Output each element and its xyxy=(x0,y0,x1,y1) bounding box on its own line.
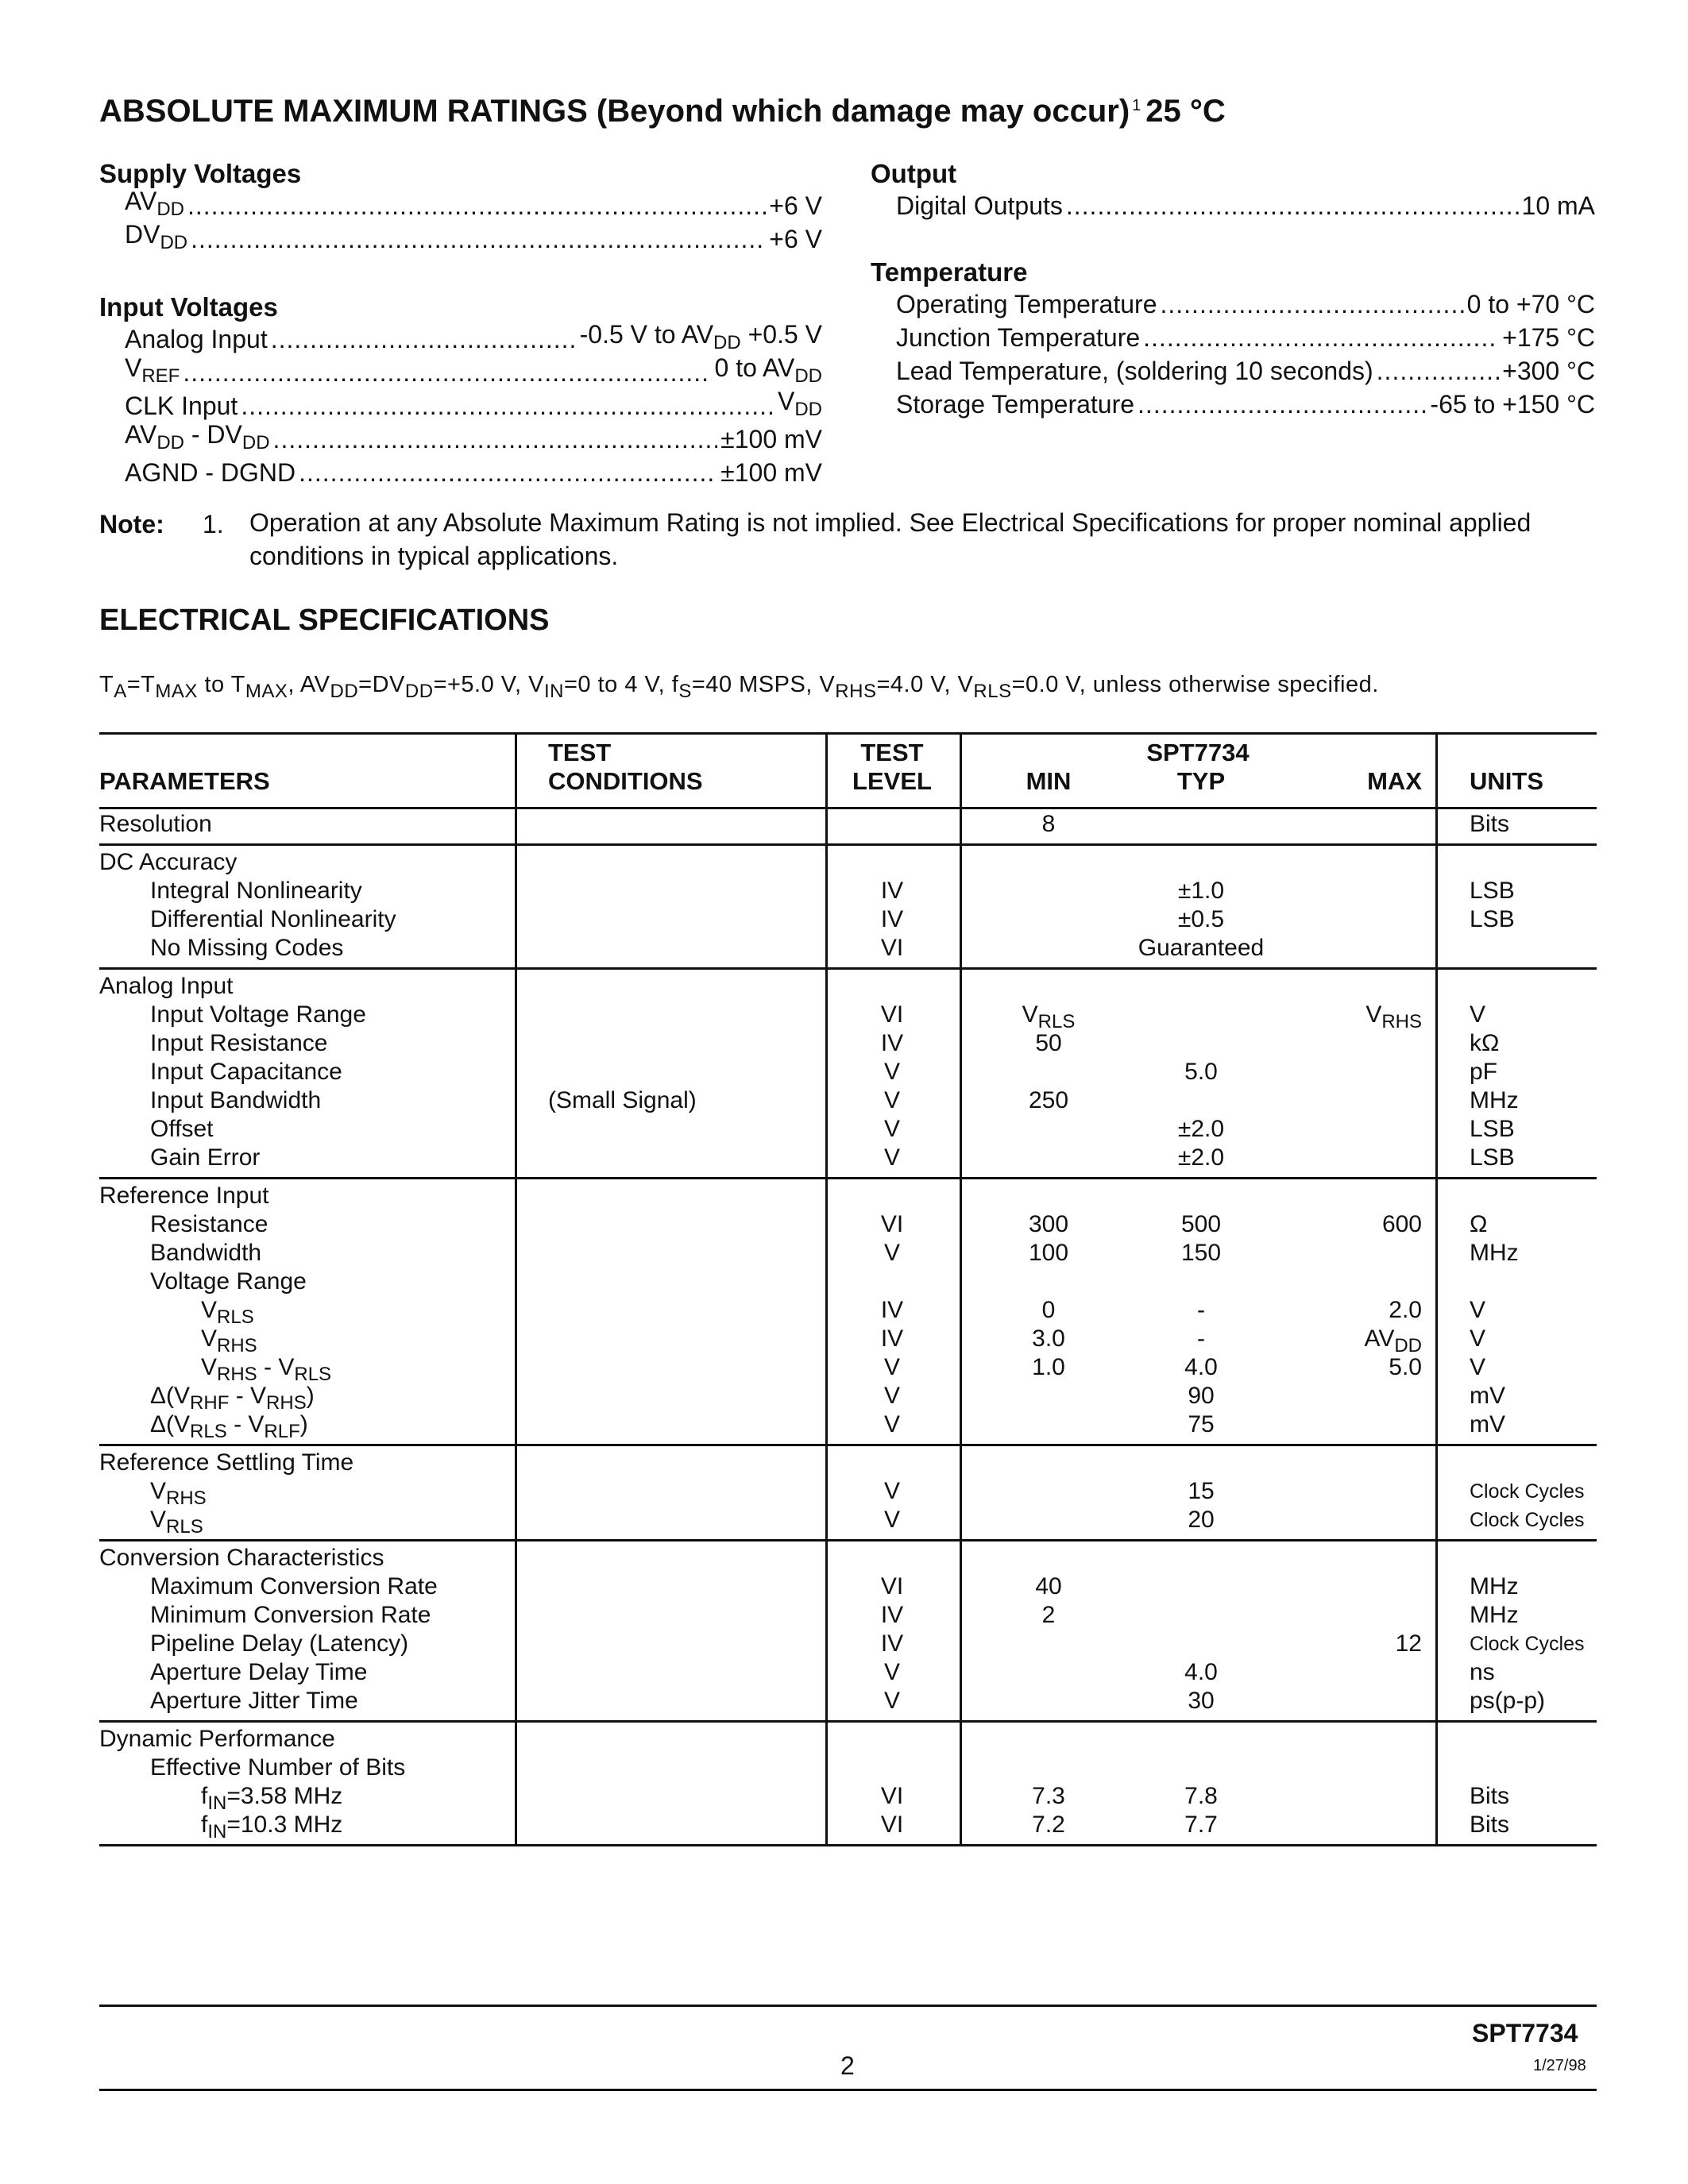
note-number: 1. xyxy=(203,510,224,538)
output-title: Output xyxy=(871,159,957,188)
param-5-0: Maximum Conversion Rate xyxy=(150,1573,438,1599)
units-5-3: ns xyxy=(1470,1659,1495,1685)
param-5-4: Aperture Jitter Time xyxy=(150,1688,358,1714)
level-1-0: IV xyxy=(880,878,904,904)
level-1-2: VI xyxy=(880,935,904,961)
units-2-2: pF xyxy=(1470,1059,1498,1085)
param-3-5: $V_{RHS} - V_{RLS}$ xyxy=(201,1354,332,1385)
units-2-0: V xyxy=(1470,1001,1486,1028)
amr-row-storage-temp: Storage Temperature ..... -65 to +150 °C xyxy=(896,388,1595,419)
level-5-3: V xyxy=(883,1659,900,1685)
level-2-4: V xyxy=(883,1116,900,1142)
param-4-1: $V_{RLS}$ xyxy=(150,1507,203,1538)
group-rule-5 xyxy=(99,1720,1597,1723)
param-2-3: Input Bandwidth xyxy=(150,1087,322,1113)
units-3-5: V xyxy=(1470,1354,1486,1380)
table-top-rule xyxy=(99,732,1597,735)
units-4-1: Clock Cycles xyxy=(1470,1509,1585,1531)
param-3-7: $\Delta(V_{RLS} - V_{RLF})$ xyxy=(150,1411,308,1442)
typ-5-3: 4.0 xyxy=(1184,1659,1218,1685)
level-5-1: IV xyxy=(880,1602,904,1628)
header-bottom-rule xyxy=(99,807,1597,809)
typ-1-0: ±1.0 xyxy=(1177,878,1225,904)
temperature-title: Temperature xyxy=(871,257,1028,287)
amr-heading xyxy=(99,94,1226,129)
param-3-2: Voltage Range xyxy=(150,1268,307,1295)
units-3-0: Ω xyxy=(1470,1211,1488,1237)
page-number: 2 xyxy=(840,2051,855,2080)
units-0-0: Bits xyxy=(1470,811,1510,837)
param-1-2: No Missing Codes xyxy=(150,935,344,961)
header-min: MIN xyxy=(1026,767,1072,795)
amr-row-clk-input: CLK Input ..... $V_{DD}$ xyxy=(125,389,822,421)
param-1-1: Differential Nonlinearity xyxy=(150,906,396,932)
amr-row-agnd-dgnd: AGND - DGND ..... ±100 mV xyxy=(125,456,822,488)
units-3-7: mV xyxy=(1470,1411,1505,1437)
footnote-mark: 1 xyxy=(1132,96,1141,114)
param-1-0: Integral Nonlinearity xyxy=(150,878,362,904)
units-4-0: Clock Cycles xyxy=(1470,1480,1585,1503)
typ-2-5: ±2.0 xyxy=(1177,1144,1225,1171)
units-2-1: kΩ xyxy=(1470,1030,1500,1056)
note-text: Operation at any Absolute Maximum Rating is not implied. See Electrical Specifications for proper nominal applied conditions in typical applications. xyxy=(249,508,1532,570)
column-rule-1 xyxy=(825,732,828,1846)
level-6-2: VI xyxy=(880,1812,904,1838)
level-2-0: VI xyxy=(880,1001,904,1028)
level-5-2: IV xyxy=(880,1630,904,1657)
typ-4-0: 15 xyxy=(1188,1478,1215,1504)
supply-voltages-title: Supply Voltages xyxy=(99,159,302,188)
min-3-3: 0 xyxy=(1041,1297,1056,1323)
header-test-level-2: LEVEL xyxy=(852,767,932,795)
level-4-1: V xyxy=(883,1507,900,1533)
group-rule-0 xyxy=(99,843,1597,846)
amr-row-analog-input: Analog Input ..... -0.5 V to $AV_{DD} +0.5$ V xyxy=(125,322,822,354)
param-2-2: Input Capacitance xyxy=(150,1059,342,1085)
param-2-4: Offset xyxy=(150,1116,214,1142)
typ-2-2: 5.0 xyxy=(1184,1059,1218,1085)
header-typ: TYP xyxy=(1176,767,1226,795)
min-3-4: 3.0 xyxy=(1032,1325,1065,1352)
param-6-0: Effective Number of Bits xyxy=(150,1754,406,1781)
header-test-level-1: TEST xyxy=(860,739,924,766)
amr-row-dvdd: $DV_{DD}$ ..... +6 V xyxy=(125,222,822,254)
level-3-4: IV xyxy=(880,1325,904,1352)
min-3-1: 100 xyxy=(1028,1240,1069,1266)
units-3-1: MHz xyxy=(1470,1240,1519,1266)
param-5-1: Minimum Conversion Rate xyxy=(150,1602,431,1628)
elec-spec-conditions: $T_A=T_{MAX}$ to $T_{MAX}$, $AV_{DD}=DV_{DD}=+5.0$ V, $V_{IN}=0$ to 4 V, $f_S=40$ MSPS, $V_{RHS}=4.0$ V, $V_{RLS}=0.0$ V, unless otherwise specified. xyxy=(99,672,1379,702)
cond-2-3: (Small Signal) xyxy=(548,1087,697,1113)
group-rule-4 xyxy=(99,1539,1597,1542)
group-rule-6 xyxy=(99,1844,1597,1846)
group-rule-1 xyxy=(99,967,1597,970)
note-label: Note: xyxy=(99,510,164,538)
min-0-0: 8 xyxy=(1041,811,1056,837)
max-3-3: 2.0 xyxy=(1389,1297,1422,1323)
header-test-conditions-1: TEST xyxy=(548,739,612,766)
typ-3-4: - xyxy=(1197,1325,1205,1352)
typ-3-7: 75 xyxy=(1188,1411,1215,1437)
min-5-1: 2 xyxy=(1041,1602,1056,1628)
min-2-0: $V_{RLS}$ xyxy=(1022,1001,1076,1032)
group-rule-3 xyxy=(99,1444,1597,1446)
units-2-5: LSB xyxy=(1470,1144,1515,1171)
level-6-1: VI xyxy=(880,1783,904,1809)
units-1-0: LSB xyxy=(1470,878,1515,904)
units-3-3: V xyxy=(1470,1297,1486,1323)
level-2-3: V xyxy=(883,1087,900,1113)
group-rule-2 xyxy=(99,1177,1597,1179)
group-title-0: Resolution xyxy=(99,811,212,837)
min-2-3: 250 xyxy=(1028,1087,1069,1113)
param-4-0: $V_{RHS}$ xyxy=(150,1478,207,1509)
typ-1-2: Guaranteed xyxy=(1138,935,1265,961)
level-5-0: VI xyxy=(880,1573,904,1599)
typ-6-2: 7.7 xyxy=(1184,1812,1218,1838)
group-title-2: Analog Input xyxy=(99,973,234,999)
input-voltages-title: Input Voltages xyxy=(99,292,278,322)
max-3-4: $AV_{DD}$ xyxy=(1364,1325,1422,1356)
min-5-0: 40 xyxy=(1035,1573,1062,1599)
level-4-0: V xyxy=(883,1478,900,1504)
level-3-0: VI xyxy=(880,1211,904,1237)
param-6-1: $f_{IN}=3.58$ MHz xyxy=(201,1783,343,1814)
elec-spec-title: ELECTRICAL SPECIFICATIONS xyxy=(99,604,550,637)
group-title-4: Reference Settling Time xyxy=(99,1449,354,1476)
amr-row-avdd-dvdd: $AV_{DD} - DV_{DD}$ ..... ±100 mV xyxy=(125,423,822,454)
group-title-6: Dynamic Performance xyxy=(99,1726,335,1752)
amr-row-digital-outputs: Digital Outputs ..... 10 mA xyxy=(896,189,1595,221)
typ-3-5: 4.0 xyxy=(1184,1354,1218,1380)
level-3-1: V xyxy=(883,1240,900,1266)
column-rule-0 xyxy=(515,732,517,1846)
min-6-1: 7.3 xyxy=(1032,1783,1065,1809)
param-2-5: Gain Error xyxy=(150,1144,261,1171)
param-2-1: Input Resistance xyxy=(150,1030,328,1056)
units-5-0: MHz xyxy=(1470,1573,1519,1599)
header-units: UNITS xyxy=(1470,767,1543,795)
min-6-2: 7.2 xyxy=(1032,1812,1065,1838)
typ-2-4: ±2.0 xyxy=(1177,1116,1225,1142)
param-5-3: Aperture Delay Time xyxy=(150,1659,368,1685)
level-3-5: V xyxy=(883,1354,900,1380)
units-2-3: MHz xyxy=(1470,1087,1519,1113)
column-rule-2 xyxy=(960,732,962,1846)
param-6-2: $f_{IN}=10.3$ MHz xyxy=(201,1812,343,1843)
units-5-2: Clock Cycles xyxy=(1470,1633,1585,1655)
group-title-3: Reference Input xyxy=(99,1183,269,1209)
min-2-1: 50 xyxy=(1035,1030,1062,1056)
amr-row-avdd: $AV_{DD}$ ..... +6 V xyxy=(125,189,822,221)
header-parameters: PARAMETERS xyxy=(99,767,270,795)
header-test-conditions-2: CONDITIONS xyxy=(548,767,703,795)
units-2-4: LSB xyxy=(1470,1116,1515,1142)
level-2-5: V xyxy=(883,1144,900,1171)
typ-3-0: 500 xyxy=(1180,1211,1222,1237)
param-3-0: Resistance xyxy=(150,1211,268,1237)
level-2-1: IV xyxy=(880,1030,904,1056)
level-5-4: V xyxy=(883,1688,900,1714)
min-3-5: 1.0 xyxy=(1032,1354,1065,1380)
footer-rule-bottom xyxy=(99,2089,1597,2091)
units-3-6: mV xyxy=(1470,1383,1505,1409)
group-title-5: Conversion Characteristics xyxy=(99,1545,384,1571)
header-part-number: SPT7734 xyxy=(1146,739,1250,766)
units-6-1: Bits xyxy=(1470,1783,1510,1809)
param-3-6: $\Delta(V_{RHF} - V_{RHS})$ xyxy=(150,1383,315,1414)
units-3-4: V xyxy=(1470,1325,1486,1352)
max-5-2: 12 xyxy=(1395,1630,1422,1657)
group-title-1: DC Accuracy xyxy=(99,849,238,875)
param-5-2: Pipeline Delay (Latency) xyxy=(150,1630,409,1657)
header-max: MAX xyxy=(1367,767,1422,795)
amr-heading-temp: 25 °C xyxy=(1145,94,1226,129)
level-3-7: V xyxy=(883,1411,900,1437)
amr-row-junction-temp: Junction Temperature ..... +175 °C xyxy=(896,321,1595,353)
units-1-1: LSB xyxy=(1470,906,1515,932)
min-3-0: 300 xyxy=(1028,1211,1069,1237)
units-6-2: Bits xyxy=(1470,1812,1510,1838)
param-3-4: $V_{RHS}$ xyxy=(201,1325,257,1356)
param-2-0: Input Voltage Range xyxy=(150,1001,366,1028)
max-3-5: 5.0 xyxy=(1389,1354,1422,1380)
footer-rule-top xyxy=(99,2005,1597,2007)
typ-3-1: 150 xyxy=(1180,1240,1222,1266)
max-3-0: 600 xyxy=(1381,1211,1422,1237)
typ-4-1: 20 xyxy=(1188,1507,1215,1533)
level-1-1: IV xyxy=(880,906,904,932)
amr-row-vref: $V_{REF}$ ..... 0 to $AV_{DD}$ xyxy=(125,356,822,388)
amr-row-lead-temp: Lead Temperature, (soldering 10 seconds) ..... +300 °C xyxy=(896,354,1595,386)
typ-5-4: 30 xyxy=(1188,1688,1215,1714)
max-2-0: $V_{RHS}$ xyxy=(1365,1001,1422,1032)
typ-6-1: 7.8 xyxy=(1184,1783,1218,1809)
amr-heading-title: ABSOLUTE MAXIMUM RATINGS (Beyond which damage may occur) xyxy=(99,94,1130,129)
typ-3-3: - xyxy=(1197,1297,1205,1323)
level-2-2: V xyxy=(883,1059,900,1085)
typ-1-1: ±0.5 xyxy=(1177,906,1225,932)
param-3-1: Bandwidth xyxy=(150,1240,262,1266)
param-3-3: $V_{RLS}$ xyxy=(201,1297,254,1328)
units-5-1: MHz xyxy=(1470,1602,1519,1628)
typ-3-6: 90 xyxy=(1188,1383,1215,1409)
level-3-6: V xyxy=(883,1383,900,1409)
column-rule-3 xyxy=(1435,732,1438,1846)
level-3-3: IV xyxy=(880,1297,904,1323)
footer-date: 1/27/98 xyxy=(1533,2057,1586,2074)
amr-row-operating-temp: Operating Temperature ..... 0 to +70 °C xyxy=(896,287,1595,319)
footer-part-number: SPT7734 xyxy=(1472,2019,1578,2047)
units-5-4: ps(p-p) xyxy=(1470,1688,1546,1714)
